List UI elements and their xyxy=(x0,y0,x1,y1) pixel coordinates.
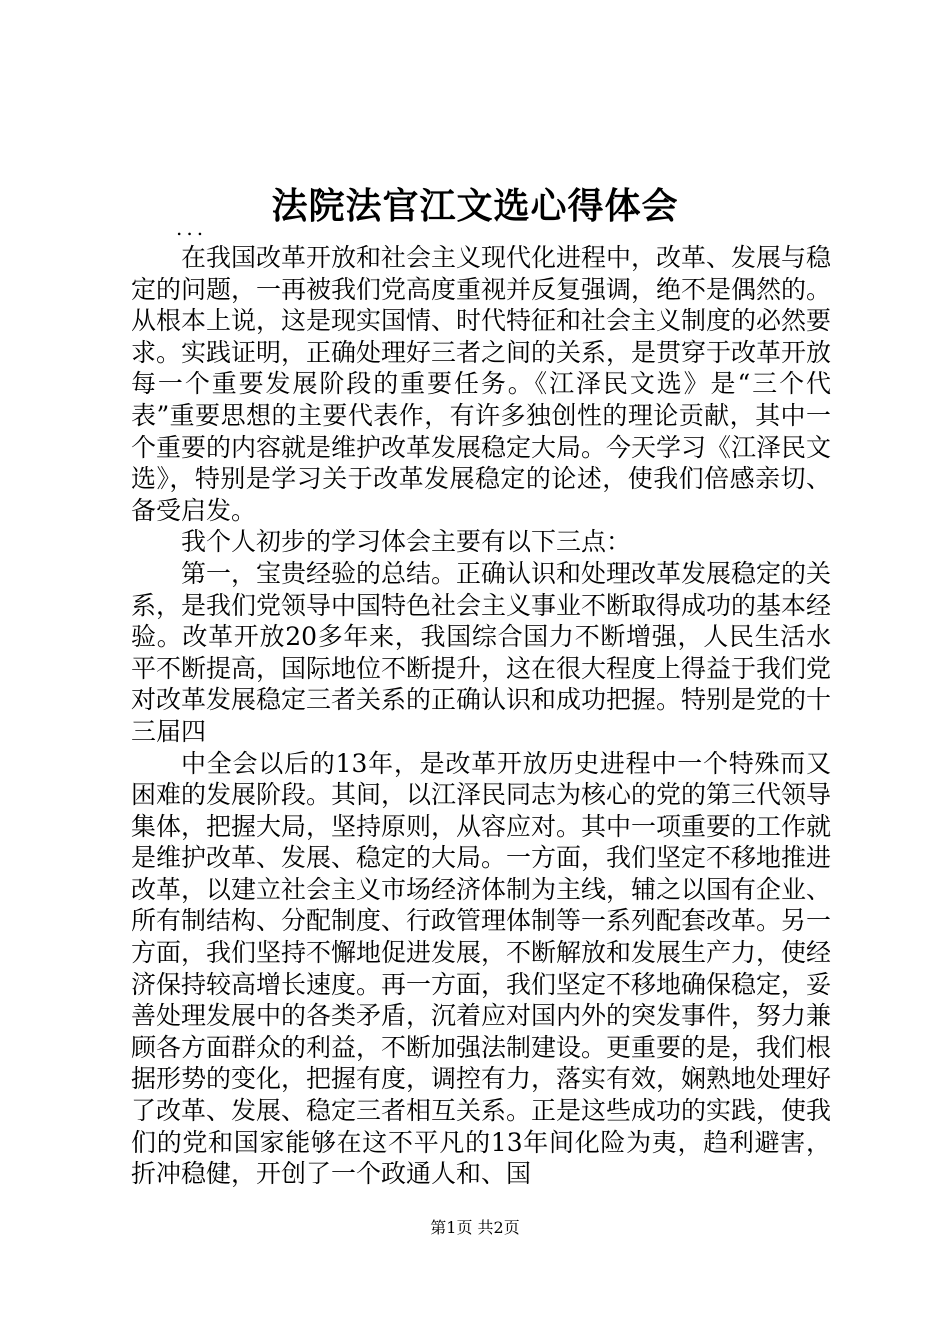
paragraph: 中全会以后的13年，是改革开放历史进程中一个特殊而又困难的发展阶段。其间，以江泽民同志为核心的党的第三代领导集体，把握大局，坚持原则，从容应对。其中一项重要的工作就是维护改革、发展、稳定的大局。一方面，我们坚定不移地推进改革，以建立社会主义市场经济体制为主线，辅之以国有企业、所有制结构、分配制度、行政管理体制等一系列配套改革。另一方面，我们坚持不懈地促进发展，不断解放和发展生产力，使经济保持较高增长速度。再一方面，我们坚定不移地确保稳定，妥善处理发展中的各类矛盾，沉着应对国内外的突发事件，努力兼顾各方面群众的利益，不断加强法制建设。更重要的是，我们根据形势的变化，把握有度，调控有力，落实有效，娴熟地处理好了改革、发展、稳定三者相互关系。正是这些成功的实践，使我们的党和国家能够在这不平凡的13年间化险为夷，趋利避害，折冲稳健，开创了一个政通人和、国 xyxy=(131,748,832,1189)
ellipsis-mark: ... xyxy=(176,216,208,240)
document-body xyxy=(131,242,831,1190)
page-number-footer: 第1页 共2页 xyxy=(430,1218,520,1237)
document-title: 法院法官江文选心得体会 xyxy=(271,185,679,227)
paragraph: 在我国改革开放和社会主义现代化进程中，改革、发展与稳定的问题，一再被我们党高度重视并反复强调，绝不是偶然的。从根本上说，这是现实国情、时代特征和社会主义制度的必然要求。实践证明，正确处理好三者之间的关系，是贯穿于改革开放每一个重要发展阶段的重要任务。《江泽民文选》是“三个代表”重要思想的主要代表作，有许多独创性的理论贡献，其中一个重要的内容就是维护改革发展稳定大局。今天学习《江泽民文选》，特别是学习关于改革发展稳定的论述，使我们倍感亲切、备受启发。 xyxy=(131,243,832,525)
paragraph: 第一，宝贵经验的总结。正确认识和处理改革发展稳定的关系，是我们党领导中国特色社会主义事业不断取得成功的基本经验。改革开放20多年来，我国综合国力不断增强，人民生活水平不断提高，国际地位不断提升，这在很大程度上得益于我们党对改革发展稳定三者关系的正确认识和成功把握。特别是党的十三届四 xyxy=(131,558,832,746)
paragraph: 我个人初步的学习体会主要有以下三点： xyxy=(181,527,632,557)
